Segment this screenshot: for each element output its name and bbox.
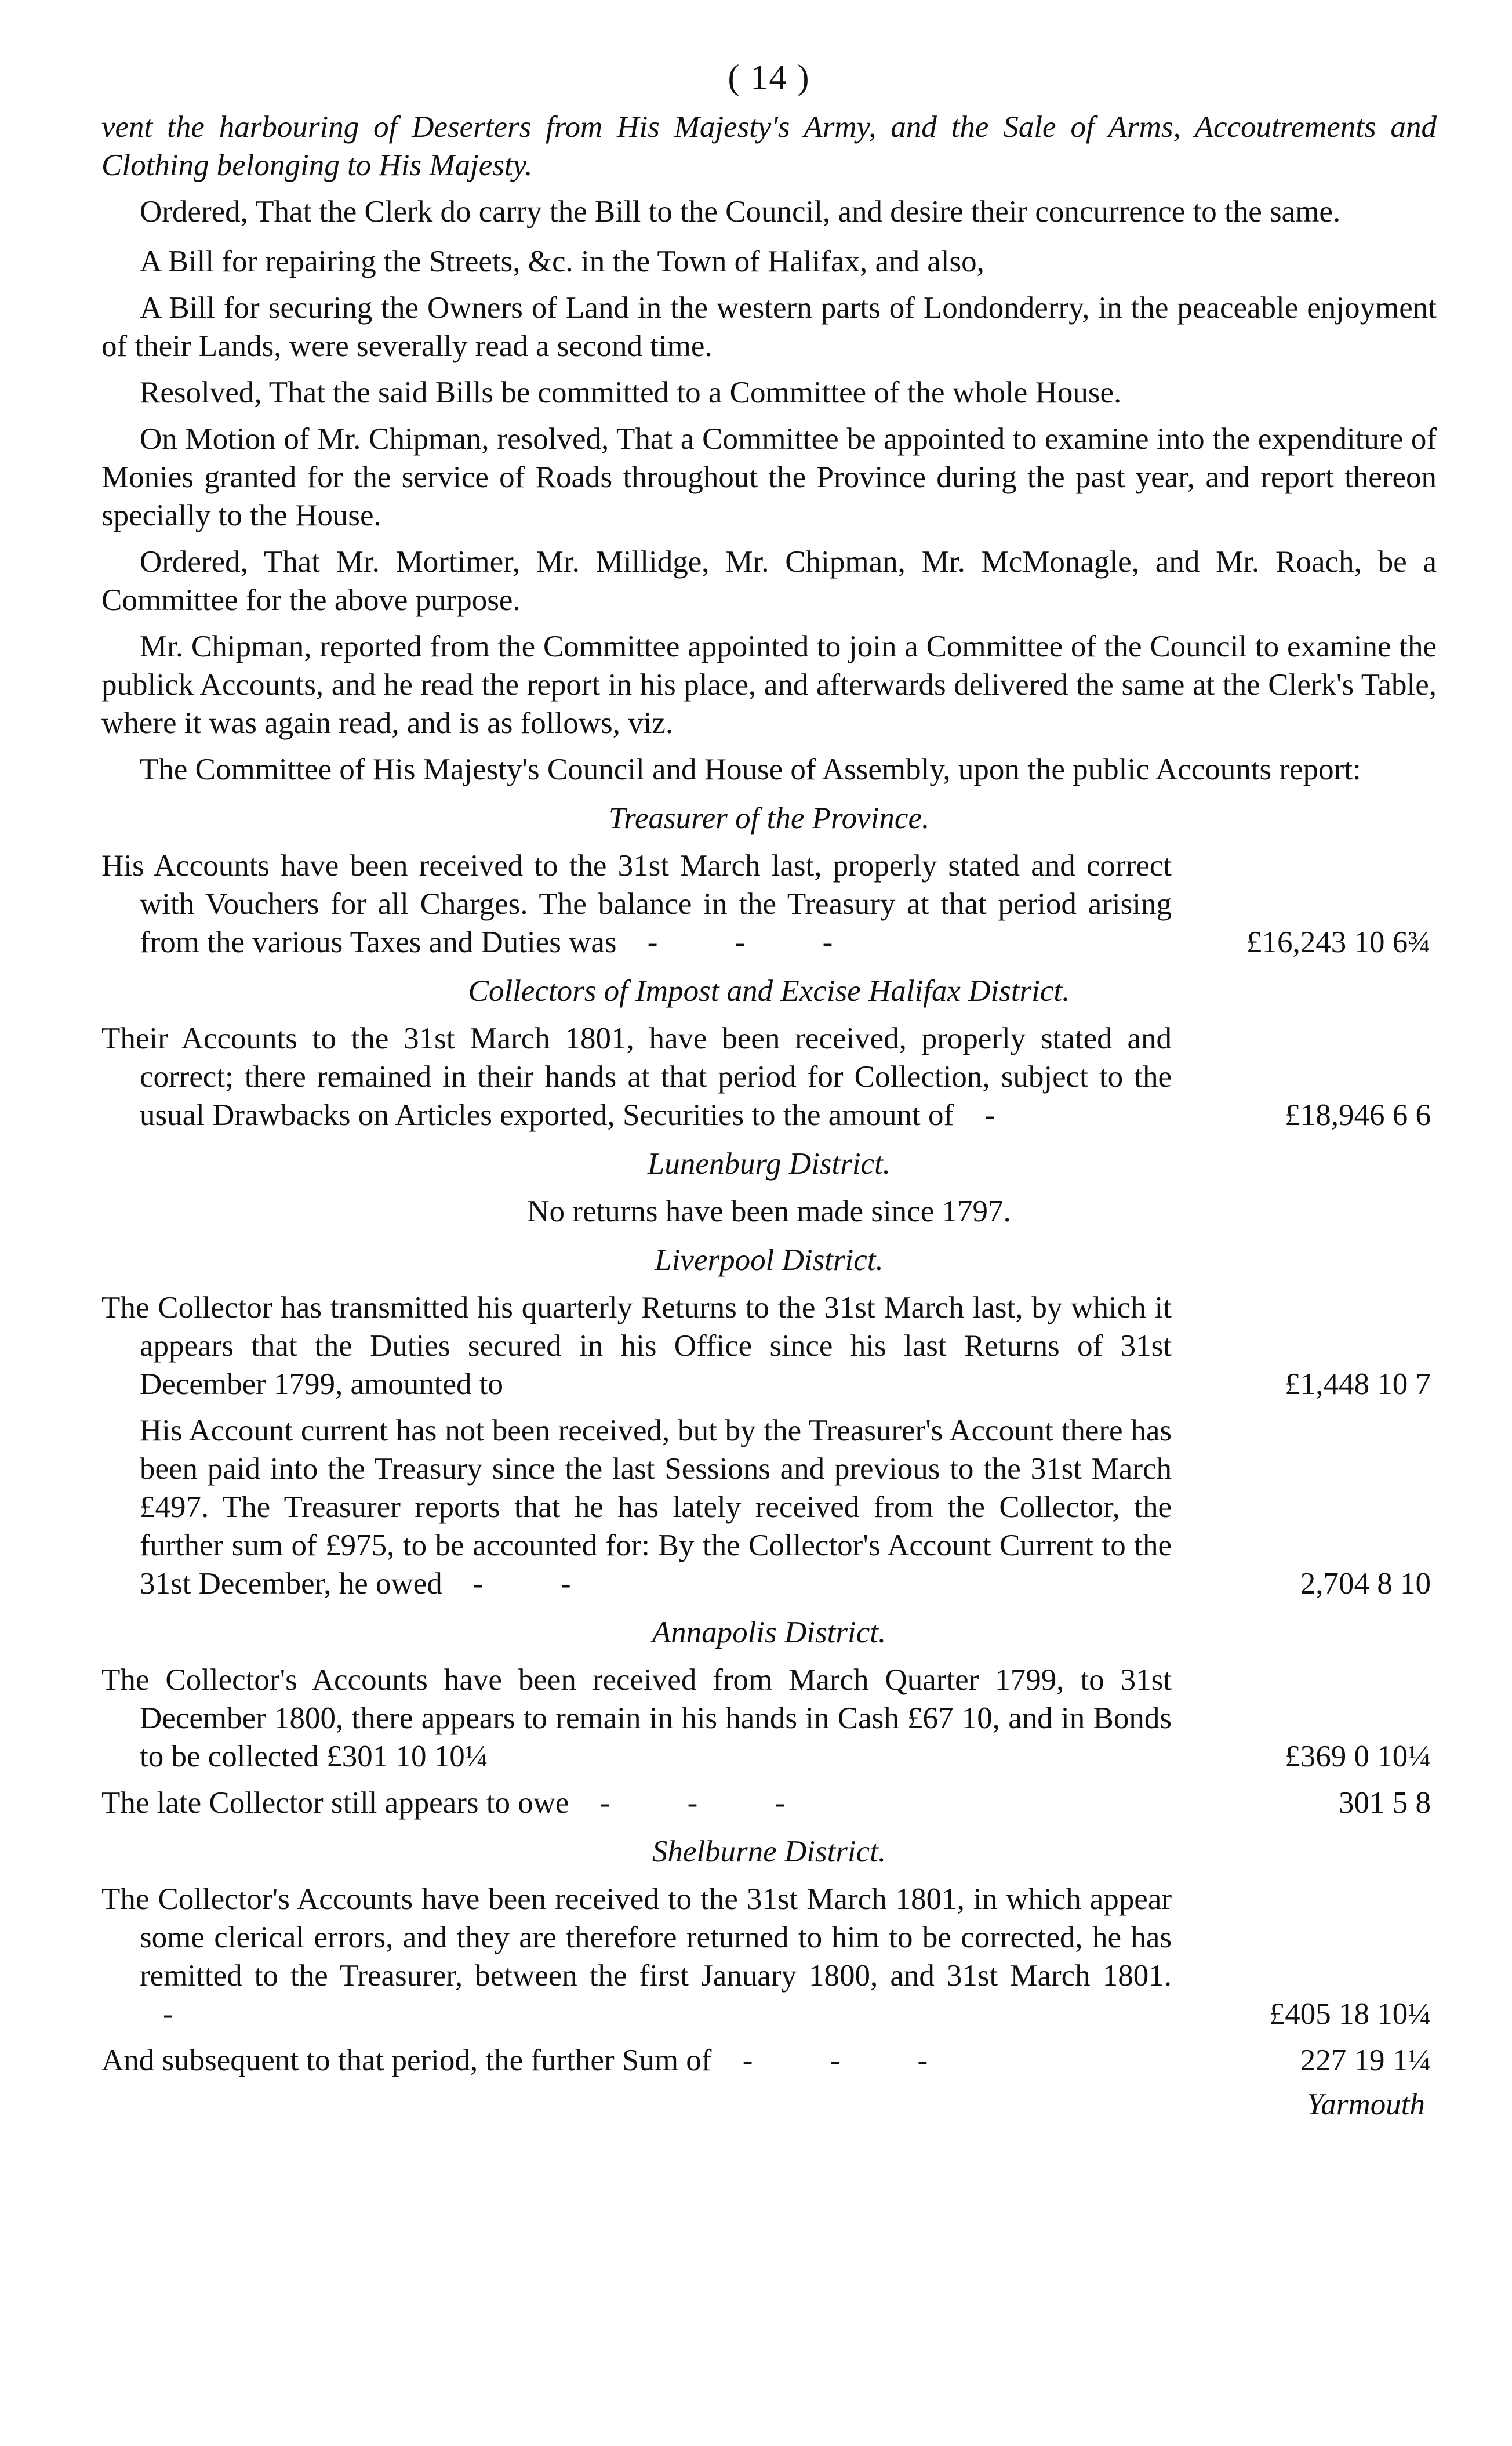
- paragraph-resolved-committee: Resolved, That the said Bills be committed to a Committee of the whole House.: [140, 376, 1122, 409]
- entry-annapolis-late-text: The late Collector still appears to owe - - -: [101, 1786, 820, 1820]
- lunenburg-text: No returns have been made since 1797.: [527, 1195, 1011, 1228]
- entry-shelburne-subsequent-text: And subsequent to that period, the further Sum of - - -: [101, 2044, 963, 2077]
- entry-liverpool-duties: [101, 1289, 1437, 1403]
- entry-liverpool-owed-text: His Account current has not been received, but by the Treasurer's Account there has been paid into the Treasury since the last Sessions and previous to the 31st March £497. The Treasurer reports that he has lately received from the Collector, the further sum of £975, to be accounted for: By the Collector's Account Current to the 31st December, he owed - -: [140, 1414, 1172, 1601]
- entry-liverpool-duties-text: The Collector has transmitted his quarterly Returns to the 31st March last, by which it appears that the Duties secured in his Office since his last Returns of 31st December 1799, amounted to: [101, 1291, 1172, 1401]
- entry-shelburne-remitted-text: The Collector's Accounts have been received to the 31st March 1801, in which appear some clerical errors, and they are therefore returned to him to be corrected, he has remitted to the Treasurer, between the first January 1800, and 31st March 1801. -: [101, 1882, 1172, 2031]
- paragraph-bill-londonderry: A Bill for securing the Owners of Land in the western parts of Londonderry, in the peaceable enjoyment of their Lands, were severally read a second time.: [101, 291, 1437, 363]
- entry-shelburne-remitted: [101, 1880, 1437, 2033]
- paragraph-bill-streets: A Bill for repairing the Streets, &c. in the Town of Halifax, and also,: [140, 245, 984, 278]
- entry-annapolis-cash-text: The Collector's Accounts have been received from March Quarter 1799, to 31st December 1800, there appears to remain in his hands in Cash £67 10, and in Bonds to be collected £301 10 10¼: [101, 1663, 1172, 1773]
- entry-shelburne-subsequent: [101, 2041, 1437, 2080]
- entry-annapolis-cash: [101, 1661, 1437, 1776]
- entry-halifax-text: Their Accounts to the 31st March 1801, have been received, properly stated and correct; there remained in their hands at that period for Collection, subject to the usual Drawbacks on Articles exported, Securities to the amount of -: [101, 1022, 1172, 1132]
- paragraph-ordered-clerk: Ordered, That the Clerk do carry the Bill to the Council, and desire their concurrence to the same.: [140, 195, 1341, 228]
- heading-shelburne: Shelburne District.: [652, 1835, 886, 1868]
- paragraph-chipman-report: Mr. Chipman, reported from the Committee appointed to join a Committee of the Council to examine the publick Accounts, and he read the report in his place, and afterwards delivered the same at the Clerk's Table, where it was again read, and is as follows, viz.: [101, 630, 1437, 740]
- heading-halifax: Collectors of Impost and Excise Halifax District.: [468, 974, 1070, 1008]
- entry-annapolis-cash-amount: £369 0 10¼: [1285, 1740, 1431, 1773]
- heading-lunenburg: Lunenburg District.: [647, 1147, 891, 1181]
- page-number: ( 14 ): [728, 58, 810, 96]
- heading-annapolis: Annapolis District.: [652, 1616, 886, 1649]
- paragraph-committee-report: The Committee of His Majesty's Council and House of Assembly, upon the public Accounts report:: [140, 753, 1361, 786]
- entry-treasurer: [101, 847, 1437, 961]
- entry-treasurer-amount: £16,243 10 6¾: [1246, 926, 1431, 959]
- entry-liverpool-owed: [101, 1411, 1437, 1603]
- paragraph-bill-deserters: vent the harbouring of Deserters from His Majesty's Army, and the Sale of Arms, Accoutrements and Clothing belonging to His Majesty.: [101, 110, 1437, 182]
- entry-halifax-amount: £18,946 6 6: [1285, 1098, 1431, 1132]
- entry-liverpool-duties-amount: £1,448 10 7: [1285, 1367, 1431, 1401]
- heading-treasurer: Treasurer of the Province.: [608, 801, 930, 835]
- catchword: Yarmouth: [1306, 2088, 1425, 2121]
- entry-shelburne-remitted-amount: £405 18 10¼: [1269, 1997, 1431, 2031]
- entry-liverpool-owed-amount: 2,704 8 10: [1300, 1567, 1431, 1601]
- entry-annapolis-late-amount: 301 5 8: [1339, 1786, 1431, 1820]
- entry-treasurer-text: His Accounts have been received to the 31st March last, properly stated and correct with Vouchers for all Charges. The balance in the Treasury at that period arising from the various Taxes and Duties was - - -: [101, 849, 1172, 959]
- paragraph-motion-chipman: On Motion of Mr. Chipman, resolved, That a Committee be appointed to examine into the expenditure of Monies granted for the service of Roads throughout the Province during the past year, and report thereon specially to the House.: [101, 422, 1437, 532]
- heading-liverpool: Liverpool District.: [655, 1243, 884, 1277]
- entry-shelburne-subsequent-amount: 227 19 1¼: [1300, 2044, 1431, 2077]
- entry-annapolis-late: [101, 1784, 1437, 1822]
- paragraph-ordered-committee: Ordered, That Mr. Mortimer, Mr. Millidge, Mr. Chipman, Mr. McMonagle, and Mr. Roach, be a Committee for the above purpose.: [101, 545, 1437, 617]
- entry-halifax: [101, 1019, 1437, 1134]
